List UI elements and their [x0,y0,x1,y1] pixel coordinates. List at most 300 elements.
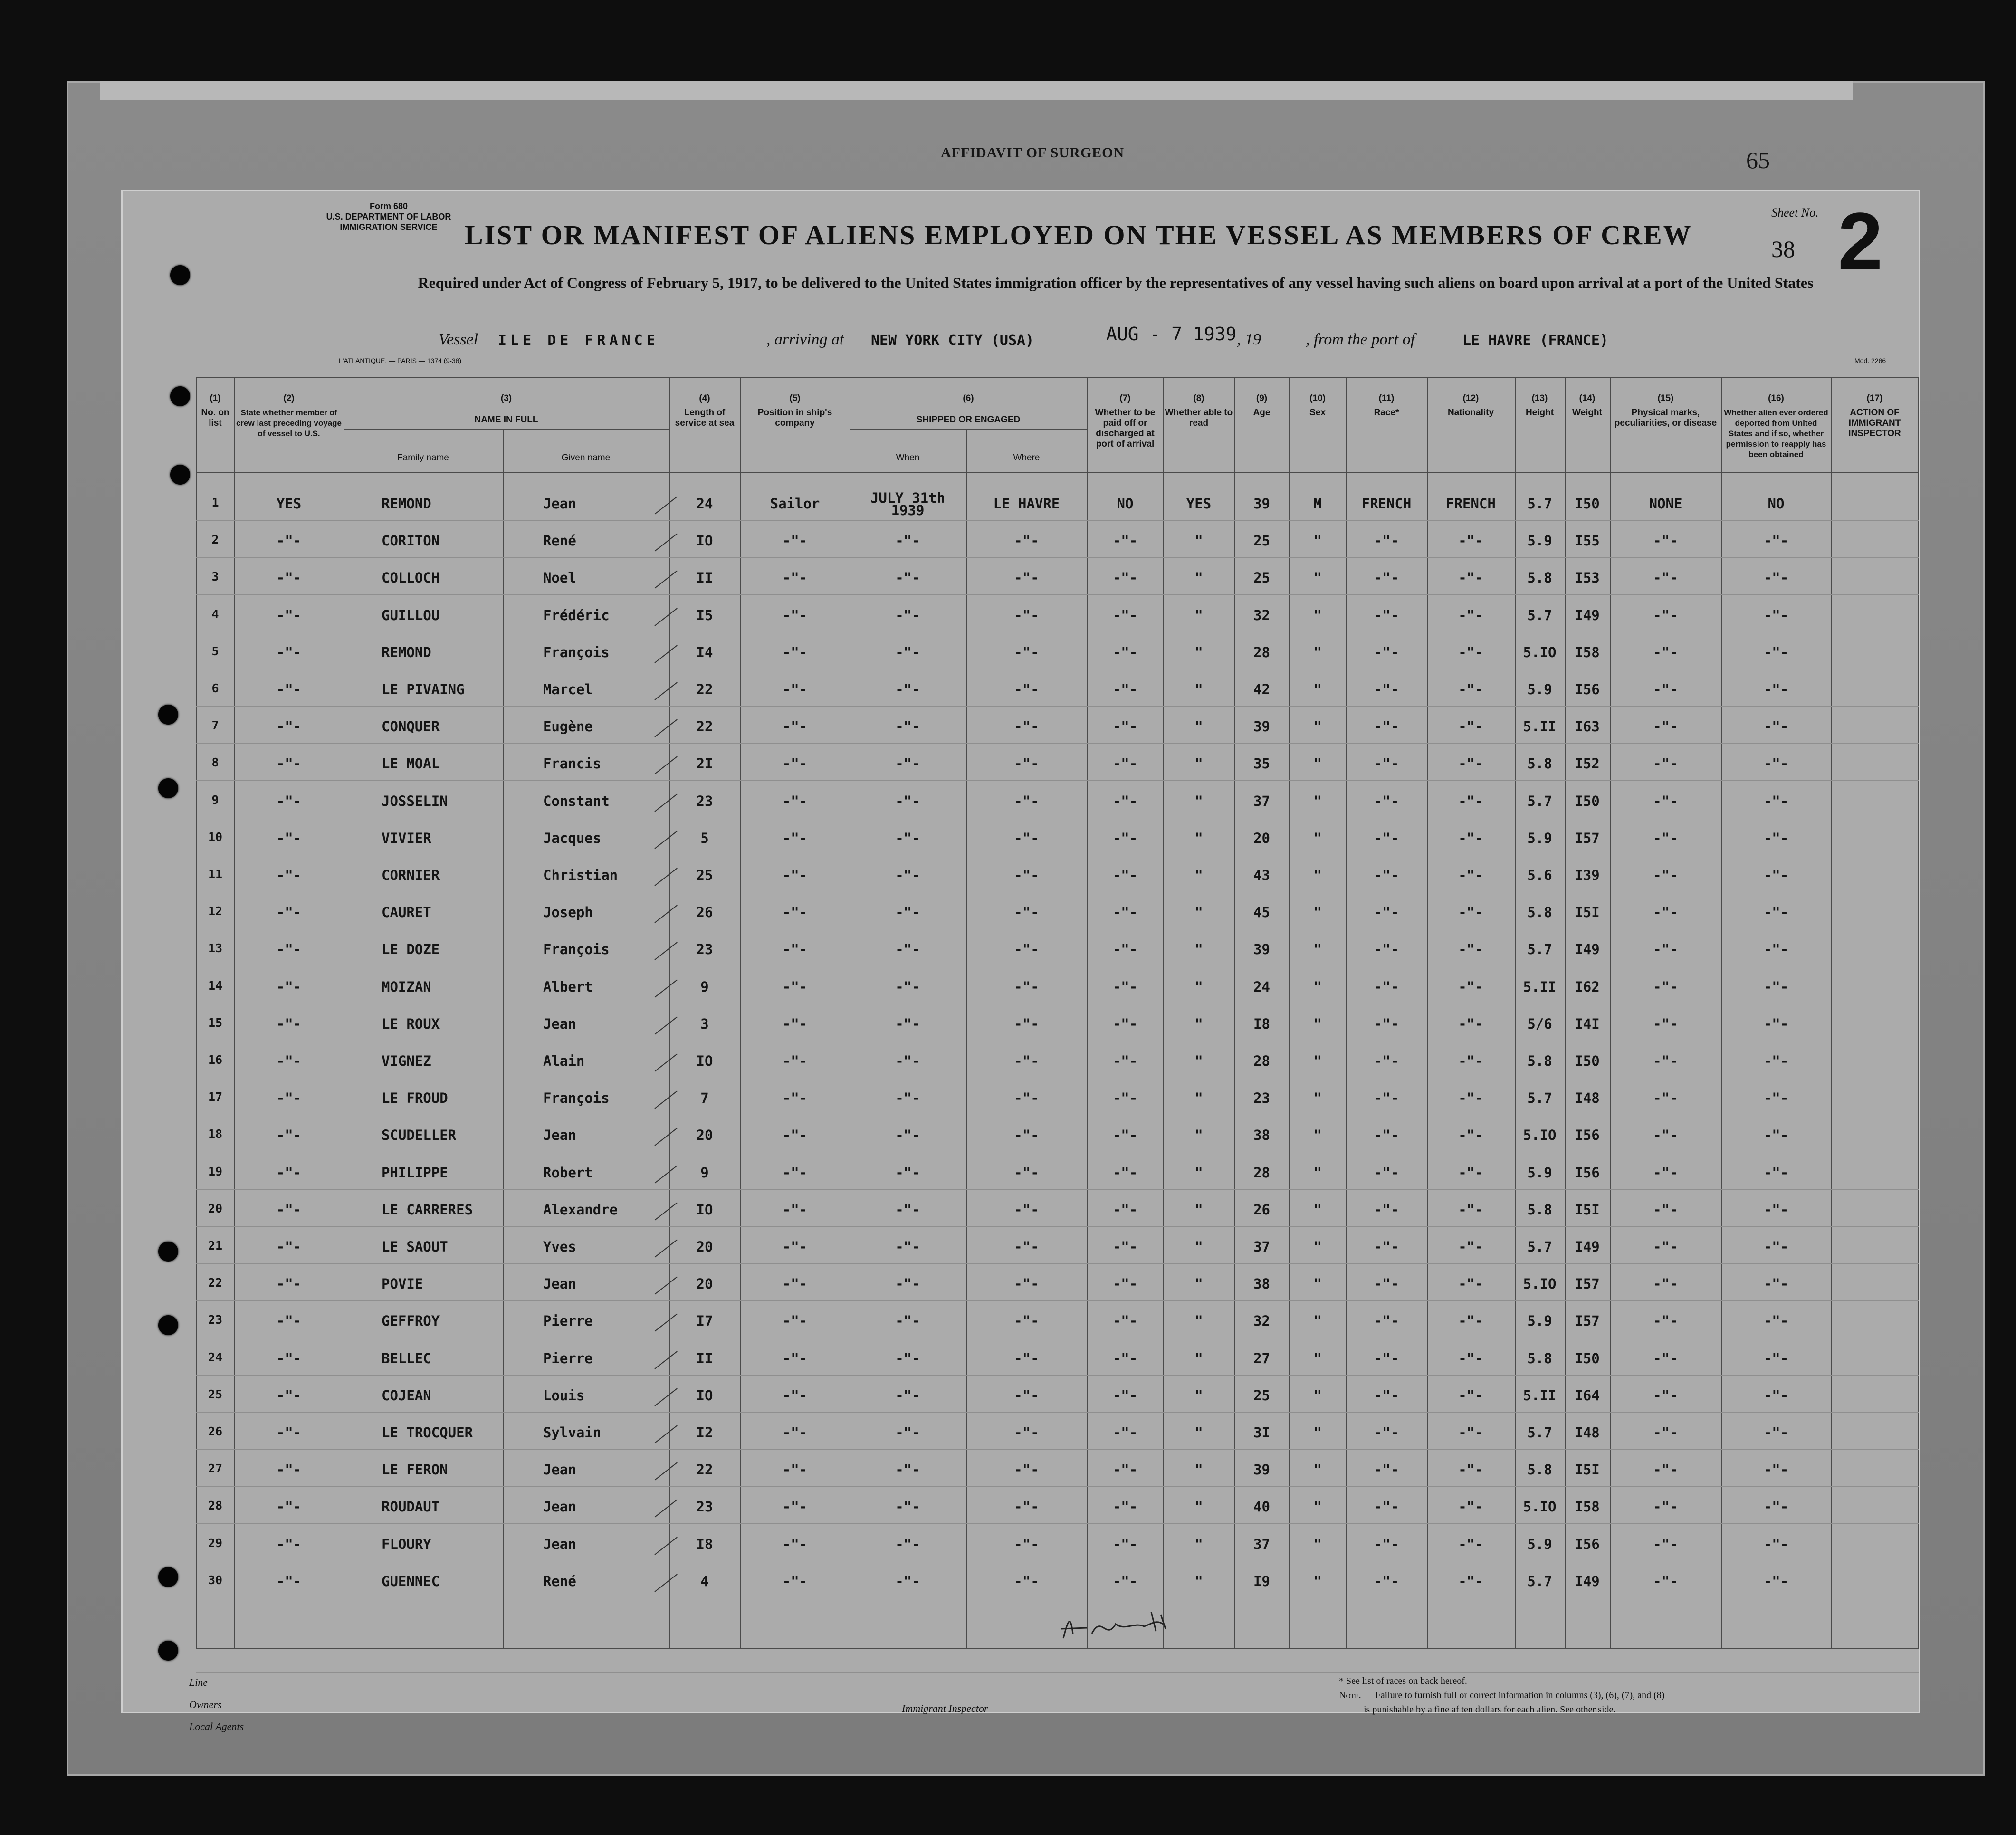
sex: " [1313,1462,1322,1478]
paid-off: -"- [1112,1313,1138,1329]
from-label: , from the port of [1306,331,1415,348]
date-stamp: AUG - 7 1939 [1106,324,1237,344]
given-name: Jean [543,496,576,512]
physical-marks: -"- [1653,1127,1678,1143]
list-number: 28 [208,1499,223,1512]
shipped-where: -"- [1014,755,1039,772]
shipped-when: -"- [895,1090,920,1106]
shipped-when: -"- [895,1016,920,1032]
row-rule [196,1263,1919,1264]
prior-voyage: -"- [276,1090,302,1106]
height: 5.7 [1527,1090,1552,1106]
able-to-read: " [1194,1387,1203,1404]
prior-voyage: -"- [276,1276,302,1292]
list-number: 19 [208,1165,223,1178]
age: I8 [1253,1016,1270,1032]
given-name: Marcel [543,681,593,698]
age: 28 [1253,1165,1270,1181]
sex: " [1313,1573,1322,1589]
physical-marks: -"- [1653,1499,1678,1515]
column-subheader: Given name [561,453,611,463]
position: -"- [782,1350,808,1367]
weight: I50 [1575,793,1600,809]
shipped-where: -"- [1014,830,1039,846]
row-rule [196,1375,1919,1376]
given-name: Jean [543,1462,576,1478]
able-to-read: " [1194,1536,1203,1552]
length-of-service: 20 [696,1127,713,1143]
column-number: (4) [699,393,710,403]
printer-mark: L'ATLANTIQUE. — PARIS — 1374 (9-38) [339,357,462,364]
length-of-service: IO [696,533,713,549]
sex: " [1313,718,1322,735]
family-name: GUENNEC [382,1573,440,1589]
age: 23 [1253,1090,1270,1106]
weight: I50 [1575,1350,1600,1367]
height: 5.8 [1527,755,1552,772]
paid-off: NO [1117,496,1134,512]
shipped-where: -"- [1014,793,1039,809]
age: 25 [1253,1387,1270,1404]
sex: " [1313,681,1322,698]
height: 5.8 [1527,570,1552,586]
weight: I48 [1575,1424,1600,1441]
age: 24 [1253,979,1270,995]
deported: -"- [1763,681,1789,698]
able-to-read: " [1194,681,1203,698]
shipped-when: -"- [895,1536,920,1552]
race: -"- [1374,1127,1399,1143]
arriving-port: NEW YORK CITY (USA) [871,332,1034,349]
family-name: VIGNEZ [382,1053,431,1069]
binder-hole [170,465,190,485]
race: -"- [1374,867,1399,883]
age: 37 [1253,1239,1270,1255]
physical-marks: -"- [1653,867,1678,883]
length-of-service: 5 [700,830,709,846]
weight: I50 [1575,496,1600,512]
table-top-rule [196,377,1919,378]
family-name: LE TROCQUER [382,1424,473,1441]
race: -"- [1374,793,1399,809]
position: -"- [782,1053,808,1069]
position: -"- [782,1462,808,1478]
physical-marks: -"- [1653,1313,1678,1329]
nationality: -"- [1458,793,1483,809]
nationality: -"- [1458,904,1483,920]
weight: I48 [1575,1090,1600,1106]
able-to-read: " [1194,1016,1203,1032]
race: -"- [1374,830,1399,846]
nationality: -"- [1458,1499,1483,1515]
nationality: -"- [1458,1387,1483,1404]
shipped-where: -"- [1014,1313,1039,1329]
shipped-when: -"- [895,1165,920,1181]
shipped-when: -"- [895,1276,920,1292]
age: 37 [1253,793,1270,809]
paid-off: -"- [1112,1387,1138,1404]
age: 38 [1253,1127,1270,1143]
physical-marks: -"- [1653,1053,1678,1069]
column-number: (17) [1866,393,1883,403]
able-to-read: " [1194,570,1203,586]
shipped-when: -"- [895,1462,920,1478]
nationality: -"- [1458,1053,1483,1069]
shipped-where: -"- [1014,1127,1039,1143]
shipped-when: -"- [895,979,920,995]
row-rule [196,520,1919,521]
age: 38 [1253,1276,1270,1292]
given-name: Louis [543,1387,585,1404]
deported: -"- [1763,1053,1789,1069]
list-number: 13 [208,941,223,955]
position: -"- [782,644,808,660]
arriving-label: , arriving at [766,331,844,348]
physical-marks: -"- [1653,979,1678,995]
position: -"- [782,1573,808,1589]
paid-off: -"- [1112,1127,1138,1143]
physical-marks: -"- [1653,755,1678,772]
prior-voyage: -"- [276,1053,302,1069]
deported: -"- [1763,1090,1789,1106]
physical-marks: -"- [1653,1090,1678,1106]
column-number: (13) [1531,393,1548,403]
shipped-when: -"- [895,1424,920,1441]
shipped-when: -"- [895,533,920,549]
sex: " [1313,1424,1322,1441]
race: -"- [1374,1536,1399,1552]
given-name: François [543,941,610,957]
row-rule [196,1189,1919,1190]
length-of-service: 4 [700,1573,709,1589]
nationality: -"- [1458,755,1483,772]
shipped-where: -"- [1014,979,1039,995]
sex: " [1313,1350,1322,1367]
column-divider [1610,377,1611,1648]
height: 5.7 [1527,1239,1552,1255]
able-to-read: " [1194,1165,1203,1181]
length-of-service: 24 [696,496,713,512]
able-to-read: " [1194,1202,1203,1218]
physical-marks: -"- [1653,1165,1678,1181]
age: 20 [1253,830,1270,846]
height: 5.9 [1527,1313,1552,1329]
weight: I57 [1575,1313,1600,1329]
back-sheet-edge [100,81,1853,100]
height: 5.II [1523,718,1557,735]
age: 35 [1253,755,1270,772]
prior-voyage: -"- [276,718,302,735]
race: -"- [1374,979,1399,995]
weight: I49 [1575,607,1600,623]
column-divider [234,377,235,1648]
mod-number: Mod. 2286 [1854,357,1886,364]
paid-off: -"- [1112,718,1138,735]
row-rule [196,1226,1919,1227]
nationality: -"- [1458,1276,1483,1292]
age: 42 [1253,681,1270,698]
able-to-read: " [1194,830,1203,846]
family-name: SCUDELLER [382,1127,457,1143]
position: Sailor [770,496,820,512]
deported: -"- [1763,1202,1789,1218]
list-number: 22 [208,1276,223,1290]
column-number: (16) [1768,393,1784,403]
nationality: -"- [1458,941,1483,957]
column-divider [1163,377,1164,1648]
deported: -"- [1763,830,1789,846]
able-to-read: " [1194,1499,1203,1515]
fine-note [1339,1688,1664,1702]
fine-note-cont: is punishable by a fine af ten dollars for each alien. See other side. [1364,1704,1616,1715]
owners-label: Owners [189,1699,222,1711]
family-name: LE CARRERES [382,1202,473,1218]
race-note: * See list of races on back hereof. [1339,1676,1467,1686]
position: -"- [782,1202,808,1218]
family-name: CAURET [382,904,431,920]
weight: I5I [1575,1202,1600,1218]
family-name: LE FROUD [382,1090,448,1106]
from-port: LE HAVRE (FRANCE) [1462,332,1609,349]
family-name: ROUDAUT [382,1499,440,1515]
weight: I55 [1575,533,1600,549]
sex: " [1313,793,1322,809]
paid-off: -"- [1112,1499,1138,1515]
sex: " [1313,570,1322,586]
shipped-where: -"- [1014,1016,1039,1032]
prior-voyage: -"- [276,1165,302,1181]
able-to-read: " [1194,941,1203,957]
age: 25 [1253,533,1270,549]
binder-hole [158,705,178,725]
prior-voyage: -"- [276,979,302,995]
list-number: 6 [211,681,219,695]
race: -"- [1374,904,1399,920]
height: 5.8 [1527,1462,1552,1478]
prior-voyage: -"- [276,570,302,586]
column-subheader: Where [1013,453,1040,463]
column-header: Nationality [1447,408,1494,418]
prior-voyage: -"- [276,1202,302,1218]
height: 5.IO [1523,644,1557,660]
nationality: FRENCH [1446,496,1496,512]
family-name: MOIZAN [382,979,431,995]
given-name: Jean [543,1536,576,1552]
column-header: Whether able to read [1165,408,1233,428]
sex: " [1313,1127,1322,1143]
deported: -"- [1763,533,1789,549]
age: 39 [1253,718,1270,735]
given-name: René [543,533,576,549]
position: -"- [782,979,808,995]
race: -"- [1374,1350,1399,1367]
physical-marks: -"- [1653,644,1678,660]
physical-marks: -"- [1653,570,1678,586]
age: 39 [1253,1462,1270,1478]
nationality: -"- [1458,570,1483,586]
list-number: 24 [208,1350,223,1364]
column-number: (10) [1309,393,1326,403]
column-divider [1087,377,1088,1648]
deported: -"- [1763,1165,1789,1181]
list-number: 29 [208,1536,223,1550]
sex: " [1313,1239,1322,1255]
shipped-when: -"- [895,607,920,623]
weight: I49 [1575,1573,1600,1589]
note-text: — Failure to furnish full or correct information in columns (3), (6), (7), and (8) [1363,1690,1665,1701]
prior-voyage: -"- [276,681,302,698]
sex: " [1313,607,1322,623]
weight: I57 [1575,830,1600,846]
shipped-when: -"- [895,867,920,883]
length-of-service: 22 [696,681,713,698]
height: 5/6 [1527,1016,1552,1032]
deported: -"- [1763,1462,1789,1478]
nationality: -"- [1458,1165,1483,1181]
shipped-when: -"- [895,1350,920,1367]
physical-marks: -"- [1653,1387,1678,1404]
sex: " [1313,1313,1322,1329]
able-to-read: " [1194,1053,1203,1069]
shipped-when: -"- [895,1127,920,1143]
length-of-service: 23 [696,793,713,809]
weight: I57 [1575,1276,1600,1292]
prior-voyage: -"- [276,793,302,809]
given-name: Alexandre [543,1202,618,1218]
shipped-where: -"- [1014,1387,1039,1404]
row-rule [196,594,1919,595]
given-name: Jean [543,1127,576,1143]
position: -"- [782,681,808,698]
position: -"- [782,533,808,549]
column-header: Sex [1309,408,1326,418]
deported: -"- [1763,755,1789,772]
nationality: -"- [1458,681,1483,698]
deported: -"- [1763,1350,1789,1367]
shipped-where: -"- [1014,681,1039,698]
department: U.S. DEPARTMENT OF LABOR [326,212,451,221]
nationality: -"- [1458,1462,1483,1478]
height: 5.7 [1527,607,1552,623]
weight: I50 [1575,1053,1600,1069]
weight: I56 [1575,681,1600,698]
family-name: VIVIER [382,830,431,846]
prior-voyage: -"- [276,1313,302,1329]
row-rule [196,1300,1919,1301]
position: -"- [782,1239,808,1255]
able-to-read: " [1194,644,1203,660]
position: -"- [782,1313,808,1329]
shipped-where: -"- [1014,1573,1039,1589]
column-subheader: Family name [397,453,449,463]
length-of-service: 20 [696,1276,713,1292]
family-name: CORITON [382,533,440,549]
sex: " [1313,904,1322,920]
column-subheader: When [896,453,920,463]
height: 5.8 [1527,1202,1552,1218]
column-header: ACTION OF IMMIGRANT INSPECTOR [1848,408,1901,439]
column-divider [1831,377,1832,1648]
race: -"- [1374,755,1399,772]
binder-hole [158,1641,178,1661]
prior-voyage: YES [276,496,302,512]
nationality: -"- [1458,1424,1483,1441]
given-name: Jacques [543,830,602,846]
column-number: (11) [1378,393,1395,403]
binder-hole [170,386,190,406]
shipped-when: -"- [895,1053,920,1069]
shipped-where: -"- [1014,718,1039,735]
column-divider [1918,377,1919,1648]
prior-voyage: -"- [276,1239,302,1255]
sex: " [1313,1165,1322,1181]
deported: -"- [1763,1313,1789,1329]
list-number: 20 [208,1202,223,1215]
able-to-read: " [1194,979,1203,995]
weight: I62 [1575,979,1600,995]
column-header: NAME IN FULL [474,415,538,425]
given-name: Albert [543,979,593,995]
column-number: (5) [789,393,801,403]
given-name: Frédéric [543,607,610,623]
physical-marks: -"- [1653,718,1678,735]
paid-off: -"- [1112,644,1138,660]
table-bottom-rule [196,1648,1919,1649]
sex: " [1313,1536,1322,1552]
family-name: COLLOCH [382,570,440,586]
physical-marks: -"- [1653,1573,1678,1589]
length-of-service: 22 [696,718,713,735]
position: -"- [782,755,808,772]
physical-marks: -"- [1653,1276,1678,1292]
race: -"- [1374,1239,1399,1255]
paid-off: -"- [1112,979,1138,995]
deported: -"- [1763,1499,1789,1515]
sex: " [1313,1276,1322,1292]
physical-marks: -"- [1653,533,1678,549]
position: -"- [782,607,808,623]
given-name: François [543,644,610,660]
weight: I56 [1575,1536,1600,1552]
paid-off: -"- [1112,1016,1138,1032]
column-divider [1427,377,1428,1648]
form-number: Form 680 [369,201,408,211]
nationality: -"- [1458,1573,1483,1589]
shipped-where: -"- [1014,941,1039,957]
length-of-service: I8 [696,1536,713,1552]
position: -"- [782,570,808,586]
paid-off: -"- [1112,755,1138,772]
family-name: REMOND [382,644,431,660]
given-name: René [543,1573,576,1589]
family-name: POVIE [382,1276,423,1292]
binder-hole [158,1315,178,1335]
given-name: Eugène [543,718,593,735]
prior-voyage: -"- [276,1499,302,1515]
binder-hole [170,265,190,285]
shipped-where: -"- [1014,1276,1039,1292]
list-number: 9 [211,793,219,807]
nationality: -"- [1458,979,1483,995]
able-to-read: " [1194,1090,1203,1106]
age: 39 [1253,496,1270,512]
position: -"- [782,941,808,957]
race: -"- [1374,1165,1399,1181]
shipped-when: -"- [895,830,920,846]
weight: I56 [1575,1165,1600,1181]
length-of-service: IO [696,1053,713,1069]
family-name: BELLEC [382,1350,431,1367]
